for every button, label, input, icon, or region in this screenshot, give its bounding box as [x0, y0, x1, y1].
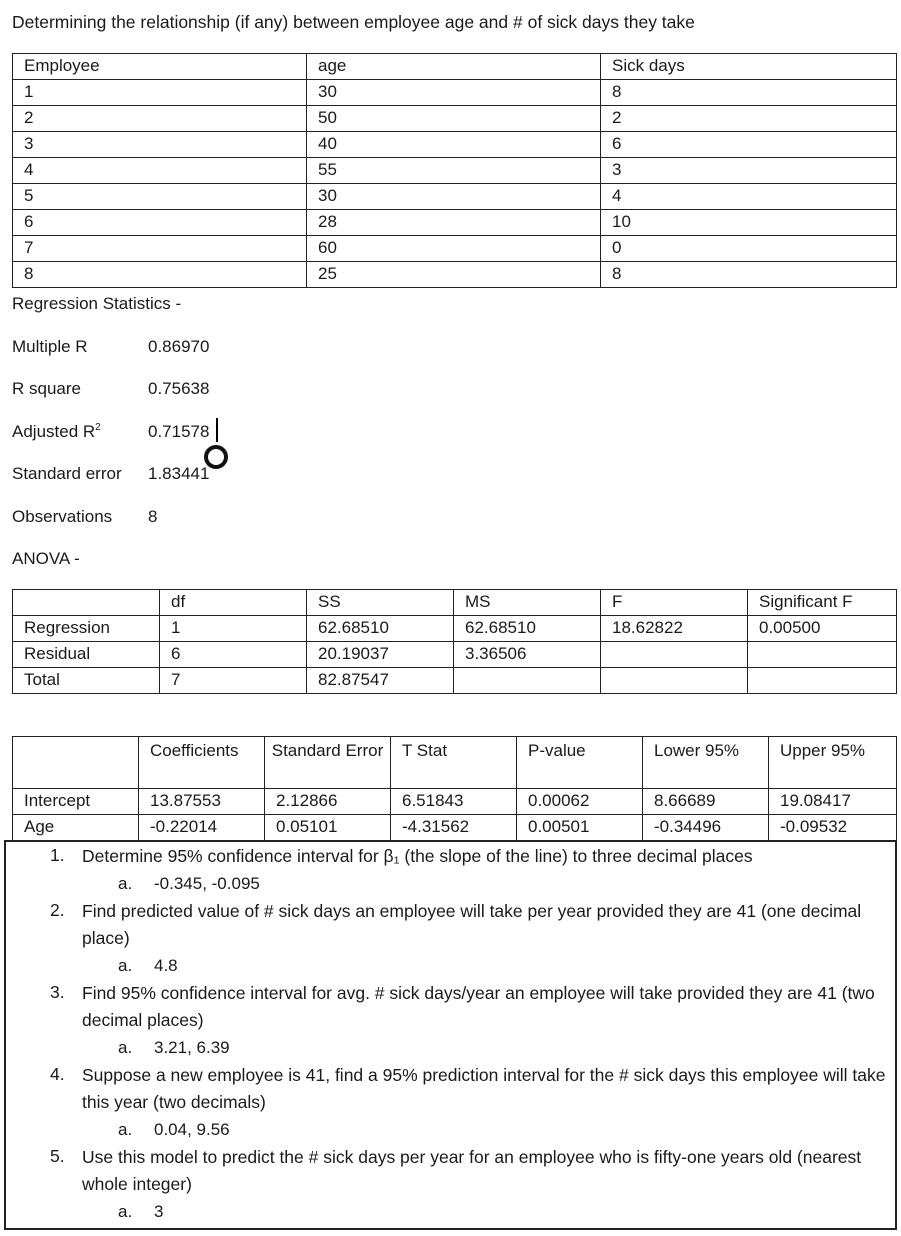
table-cell: -0.34496 [643, 815, 769, 841]
table-cell: 8 [601, 80, 897, 106]
regression-heading: Regression Statistics - [12, 294, 182, 313]
table-cell: 19.08417 [769, 789, 897, 815]
table-cell: 0.00501 [517, 815, 643, 841]
table-cell: 5 [13, 184, 307, 210]
table-row [13, 616, 897, 642]
table-cell: 4 [13, 158, 307, 184]
table-cell: Intercept [13, 789, 139, 815]
table-row [13, 789, 897, 815]
anova-table [12, 589, 897, 694]
table-cell: 6.51843 [391, 789, 517, 815]
table-cell: -0.22014 [139, 815, 265, 841]
table-cell: 6 [601, 132, 897, 158]
table-row [13, 210, 897, 236]
question-number: 4. [50, 1064, 65, 1084]
header-cell: F [601, 590, 748, 616]
header-cell: Standard Error [265, 737, 391, 789]
answer-letter: a. [118, 1038, 133, 1057]
multiple-r-label: Multiple R [12, 337, 88, 356]
table-cell: 50 [307, 106, 601, 132]
table-header-row [13, 54, 897, 80]
question-text: Suppose a new employee is 41, find a 95% prediction interval for the # sick days this employee will take this year (two decimals) [82, 1065, 886, 1112]
table-cell: 1 [13, 80, 307, 106]
table-cell: Residual [13, 642, 160, 668]
adjusted-r-text: Adjusted R [12, 422, 96, 441]
table-cell [601, 668, 748, 694]
table-cell: 13.87553 [139, 789, 265, 815]
questions-box [4, 840, 897, 1230]
table-cell: 0 [601, 236, 897, 262]
answer-letter: a. [118, 1120, 133, 1139]
table-cell: 8.66689 [643, 789, 769, 815]
standard-error-label: Standard error [12, 464, 122, 483]
header-cell: df [160, 590, 307, 616]
table-cell: 8 [601, 262, 897, 288]
table-cell: 6 [160, 642, 307, 668]
answer-value: 3.21, 6.39 [154, 1038, 230, 1057]
header-cell: P-value [517, 737, 643, 789]
header-cell [13, 737, 139, 789]
header-cell: Significant F [748, 590, 897, 616]
r-square-label: R square [12, 379, 81, 398]
table-cell: Age [13, 815, 139, 841]
header-cell: Sick days [601, 54, 897, 80]
table-row [13, 184, 897, 210]
anova-heading: ANOVA - [12, 549, 80, 568]
header-cell: SS [307, 590, 454, 616]
header-cell: Lower 95% [643, 737, 769, 789]
table-row [13, 815, 897, 841]
table-cell: 4 [601, 184, 897, 210]
header-cell: Upper 95% [769, 737, 897, 789]
question-number: 2. [50, 900, 65, 920]
table-row [13, 236, 897, 262]
busy-cursor-icon [204, 445, 228, 469]
answer-value: -0.345, -0.095 [154, 874, 260, 893]
table-cell: 7 [13, 236, 307, 262]
table-row [13, 158, 897, 184]
header-cell: T Stat [391, 737, 517, 789]
table-cell: Regression [13, 616, 160, 642]
coefficients-table [12, 736, 897, 841]
answer-letter: a. [118, 1202, 133, 1221]
answer-value: 4.8 [154, 956, 178, 975]
standard-error-value: 1.83441 [148, 464, 210, 483]
adjusted-r-label [12, 422, 101, 442]
answer-value: 3 [154, 1202, 164, 1221]
table-row [13, 132, 897, 158]
observations-value: 8 [148, 507, 158, 526]
table-row [13, 642, 897, 668]
table-cell: 30 [307, 80, 601, 106]
table-header-row [13, 737, 897, 789]
table-cell: 7 [160, 668, 307, 694]
question-text: Use this model to predict the # sick days per year for an employee who is fifty-one years old (nearest whole integer) [82, 1147, 862, 1194]
table-cell: 1 [160, 616, 307, 642]
table-header-row [13, 590, 897, 616]
question-number: 5. [50, 1146, 65, 1166]
question-text: Find 95% confidence interval for avg. # sick days/year an employee will take provided they are 41 (two decimal places) [82, 983, 875, 1030]
table-cell: 55 [307, 158, 601, 184]
table-cell: Total [13, 668, 160, 694]
table-cell: 10 [601, 210, 897, 236]
multiple-r-value: 0.86970 [148, 337, 210, 356]
table-cell: 3.36506 [454, 642, 601, 668]
table-cell [748, 668, 897, 694]
table-cell: 2 [13, 106, 307, 132]
employee-table [12, 53, 897, 288]
question-number: 1. [50, 845, 65, 865]
text-cursor [216, 418, 218, 442]
observations-label: Observations [12, 507, 113, 526]
table-cell: 20.19037 [307, 642, 454, 668]
table-cell: 82.87547 [307, 668, 454, 694]
page-title: Determining the relationship (if any) between employee age and # of sick days they take [12, 12, 695, 32]
header-cell: Coefficients [139, 737, 265, 789]
table-cell: 62.68510 [454, 616, 601, 642]
table-row [13, 80, 897, 106]
answer-value: 0.04, 9.56 [154, 1120, 230, 1139]
table-cell: 3 [13, 132, 307, 158]
table-cell [748, 642, 897, 668]
table-cell: 25 [307, 262, 601, 288]
adjusted-r-value[interactable]: 0.71578 [148, 422, 210, 441]
table-cell: 3 [601, 158, 897, 184]
adjusted-r-superscript: 2 [95, 422, 101, 433]
table-cell: 8 [13, 262, 307, 288]
table-cell: 0.00500 [748, 616, 897, 642]
table-cell: 2.12866 [265, 789, 391, 815]
table-cell: -0.09532 [769, 815, 897, 841]
answer-letter: a. [118, 874, 133, 893]
table-cell: -4.31562 [391, 815, 517, 841]
table-cell: 0.05101 [265, 815, 391, 841]
table-cell [601, 642, 748, 668]
table-cell: 40 [307, 132, 601, 158]
header-cell: age [307, 54, 601, 80]
table-row [13, 106, 897, 132]
table-cell: 0.00062 [517, 789, 643, 815]
table-row [13, 262, 897, 288]
question-number: 3. [50, 982, 65, 1002]
question-text: Find predicted value of # sick days an employee will take per year provided they are 41 (one decimal place) [82, 901, 862, 948]
table-cell: 28 [307, 210, 601, 236]
table-row [13, 668, 897, 694]
question-text: Determine 95% confidence interval for β₁ (the slope of the line) to three decimal places [82, 846, 753, 866]
header-cell: Employee [13, 54, 307, 80]
table-cell: 30 [307, 184, 601, 210]
table-cell: 6 [13, 210, 307, 236]
table-cell: 18.62822 [601, 616, 748, 642]
r-square-value: 0.75638 [148, 379, 210, 398]
header-cell [13, 590, 160, 616]
table-cell: 60 [307, 236, 601, 262]
header-cell: MS [454, 590, 601, 616]
answer-letter: a. [118, 956, 133, 975]
table-cell: 62.68510 [307, 616, 454, 642]
table-cell: 2 [601, 106, 897, 132]
table-cell [454, 668, 601, 694]
